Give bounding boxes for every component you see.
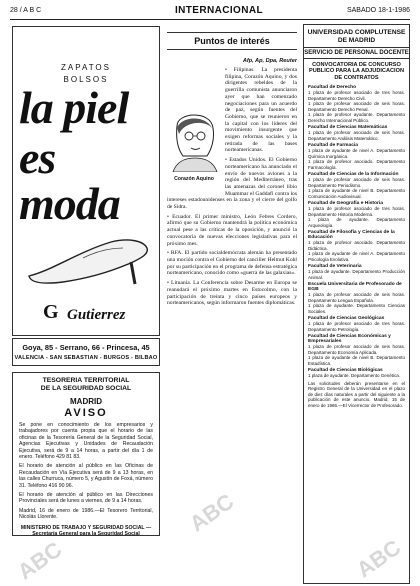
university-position-item: 1 plaza de ayudante de nivel B. Departamento Comunicación Audiovisual. bbox=[308, 188, 405, 199]
university-position-item: 1 plaza de profesor asociado de seis horas. Departamento Periodismo. bbox=[308, 177, 405, 188]
ad-tag-bags: BOLSOS bbox=[63, 75, 109, 84]
tesoreria-city: MADRID bbox=[70, 397, 102, 406]
university-section-title: Facultad de Ciencias Biológicas bbox=[308, 368, 383, 374]
address-line: Goya, 85 - Serrano, 66 - Princesa, 45 bbox=[22, 343, 150, 352]
shoe-illustration bbox=[23, 232, 153, 287]
page-number: 28 / A B C bbox=[10, 7, 42, 14]
university-section-title: Escuela Universitaria de Profesorado de EGB bbox=[308, 282, 402, 293]
university-section-title: Facultad de Derecho bbox=[308, 85, 357, 91]
university-notice bbox=[303, 24, 410, 584]
university-section-title: Facultad de Ciencias Matemáticas bbox=[308, 125, 388, 131]
university-position-item: 1 plaza de profesor asociado de seis horas. Departamento Lengua Española. bbox=[308, 292, 405, 303]
university-title-line2: DE MADRID bbox=[337, 36, 376, 44]
section-title: INTERNACIONAL bbox=[175, 5, 263, 16]
university-position-item: 1 plaza de ayudante. Departamento Arqueología. bbox=[308, 217, 405, 228]
university-title bbox=[304, 25, 409, 48]
page-header bbox=[10, 6, 410, 20]
tesoreria-body: Se pone en conocimiento de los empresarios y trabajadores por cuenta propia que el horario de las oficinas de la Tesorería General de la Seguridad Social, Agencias Ejecutivas y Unidades de Recaudación Ejecutiva, será de 9 a 14 horas, a partir del día 1 de enero. Teléfono 429 81 83. bbox=[19, 422, 153, 461]
university-position-item: 1 plaza de profesor asociado. Departamento Didáctica. bbox=[308, 240, 405, 251]
watermark-left: ABC bbox=[12, 536, 67, 585]
university-section-title: Facultad de Farmacia bbox=[308, 143, 359, 149]
university-section-title: Facultad de Ciencias Económicas y Empresariales bbox=[308, 334, 391, 345]
news-paragraph: • Estados Unidos. El Gobierno norteamericano ha anunciado el envío de nuevos aviones a la región del Mediterráneo, tras las amenazas del coronel libio Muammar el Gaddafi contra los intereses estadounidenses en la zona y el cierre del golfo de Sidra. bbox=[167, 157, 297, 211]
university-position-item: 1 plaza de ayudante. Departamento Ciencias Sociales. bbox=[308, 303, 405, 314]
tesoreria-heading: AVISO bbox=[64, 407, 108, 419]
watermark-right: ABC bbox=[351, 534, 406, 583]
university-position-item: 1 plaza de ayudante. Departamento Producción Animal. bbox=[308, 269, 405, 280]
university-subtitle: SERVICIO DE PERSONAL DOCENTE bbox=[304, 48, 409, 59]
university-position-item: 1 plaza de profesor asociado de tres horas. Departamento Historia Moderna. bbox=[308, 206, 405, 217]
store-addresses bbox=[12, 338, 160, 366]
university-position-item: 1 plaza de profesor ayudante. Departamento Derecho Internacional Público. bbox=[308, 112, 405, 123]
news-paragraph: • Filipinas. La presidenta filipina, Corazón Aquino, y dos dirigentes rebeldes de la guerrilla comunista anunciaron ayer que han comenzado negociaciones para un acuerdo de paz, según fuentes del Gobierno, que se reunieron en la capital con los líderes del movimiento insurgente que exigen reformas sociales y la retirada de las bases norteamericanas. bbox=[225, 67, 297, 154]
cities-line: VALENCIA - SAN SEBASTIAN - BURGOS - BILBAO bbox=[14, 355, 158, 361]
university-position-item: 1 plaza de ayudante de nivel B. Departamento Estadística. bbox=[308, 355, 405, 366]
watermark-center: ABC bbox=[184, 488, 239, 537]
tesoreria-signoff: Madrid, 16 de enero de 1986.—El Tesorero Territorial, Nicolás Llorente. bbox=[19, 507, 153, 521]
university-position-item: 1 plaza de ayudante. Departamento Genética. bbox=[308, 373, 401, 379]
tesoreria-notice bbox=[12, 372, 160, 536]
news-paragraph: • Lituania. La Conferencia sobre Desarme en Europa se reanudará el próximo martes en Estocolmo, con la participación de treinta y cinco países europeos y norteamericanos, según informaron fuentes diplomáticas. bbox=[167, 280, 297, 307]
tesoreria-body-2: El horario de atención al público en las Oficinas de Recaudación en Vía Ejecutiva será de 9 a 13 horas, en las calles Churruca, número 5, y Agustín de Foxá, número 31. Teléfono 416 90 96. bbox=[19, 463, 153, 489]
university-position-item: 1 plaza de ayudante de nivel A. Departamento Química Inorgánica. bbox=[308, 148, 405, 159]
news-paragraph: • Ecuador. El primer ministro, León Febres Cordero, afirmó que su Gobierno mantendrá la política económica actual pese a las críticas de la oposición, y anunció la convocatoria de nuevas elecciones legislativas para el próximo mes. bbox=[167, 213, 297, 247]
university-position-item: 1 plaza de profesor asociado de tres horas. Departamento Petrología. bbox=[308, 321, 405, 332]
university-section-title: Facultad de Geografía e Historia bbox=[308, 201, 384, 207]
brand-name: Gutierrez bbox=[67, 307, 126, 323]
university-footer: Las solicitudes deberán presentarse en el Registro General de la Universidad en el plazo de diez días naturales a partir del siguiente a la publicación de este anuncio. Madrid, 15 de enero de 1986.—El Vicerrector de Profesorado. bbox=[308, 380, 405, 408]
university-position-item: 1 plaza de profesor asociado de seis horas. Departamento Derecho Penal. bbox=[308, 101, 405, 112]
brand-logo-icon: G bbox=[43, 301, 59, 323]
tesoreria-footer: MINISTERIO DE TRABAJO Y SEGURIDAD SOCIAL — Secretaría General para la Seguridad Social bbox=[20, 524, 152, 536]
university-position-item: 1 plaza de ayudante de nivel A. Departamento Psicología Evolutiva. bbox=[308, 251, 405, 262]
column-byline: Afp, Ap, Dpa, Reuter bbox=[242, 58, 297, 64]
university-section-title: Facultad de Ciencias Geológicas bbox=[308, 316, 385, 322]
university-section-title: Facultad de Veterinaria bbox=[308, 264, 362, 270]
university-title-line1: UNIVERSIDAD COMPLUTENSE bbox=[307, 29, 406, 36]
tesoreria-title-2: DE LA SEGURIDAD SOCIAL bbox=[40, 385, 132, 392]
ad-headline-line2: es moda bbox=[19, 132, 120, 229]
ad-headline-line1: la piel bbox=[19, 82, 129, 133]
university-position-item: 1 plaza de profesor asociado de tres horas. Departamento Derecho Civil. bbox=[308, 90, 405, 101]
university-position-item: 1 plaza de profesor asociado de seis horas. Departamento Análisis Matemático. bbox=[308, 130, 405, 141]
university-position-item: 1 plaza de profesor asociado. Departamento Farmacología. bbox=[308, 159, 405, 170]
university-section-title: Facultad de Ciencias de la Información bbox=[308, 172, 399, 178]
column-title: Puntos de interés bbox=[167, 32, 297, 50]
news-column bbox=[167, 24, 297, 564]
tesoreria-body-3: El horario de atención al público en las Direcciones Provinciales será de lunes a viernes, de 9 a 14 horas. bbox=[19, 492, 153, 505]
portrait-illustration bbox=[167, 106, 221, 172]
university-section-title: Facultad de Filosofía y Ciencias de la Educación bbox=[308, 230, 395, 241]
news-paragraph: • RFA. El partido socialdemócrata alemán ha presentado una moción contra el Gobierno del canciller Helmut Kohl por su participación en el programa de defensa estratégica norteamericano, conocido como «guerra de las galaxias». bbox=[167, 250, 297, 277]
ad-tag-shoes: ZAPATOS bbox=[60, 63, 111, 72]
portrait-caption: Corazón Aquino bbox=[174, 176, 214, 182]
tesoreria-title-1: TESORERIA TERRITORIAL bbox=[42, 377, 130, 384]
university-position-item: 1 plaza de profesor asociado de seis horas. Departamento Economía Aplicada. bbox=[308, 344, 405, 355]
shoe-advertisement bbox=[12, 26, 160, 336]
university-sections bbox=[304, 85, 409, 379]
university-convocatoria: CONVOCATORIA DE CONCURSO PUBLICO PARA LA ADJUDICACION DE CONTRATOS bbox=[309, 61, 404, 81]
publication-date: SABADO 18-1-1986 bbox=[346, 7, 410, 14]
